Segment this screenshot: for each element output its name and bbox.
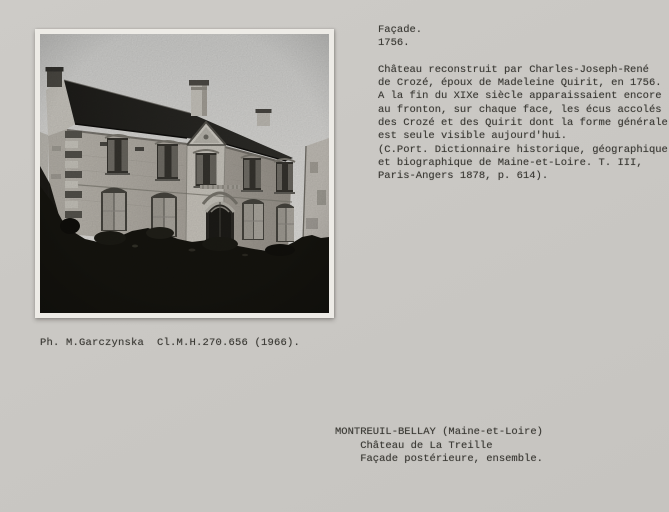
annotation-line: (C.Port. Dictionnaire historique, géographique	[378, 143, 668, 156]
location-line: MONTREUIL-BELLAY (Maine-et-Loire)	[335, 426, 543, 438]
view-line: Façade postérieure, ensemble.	[335, 453, 543, 465]
annotation-line: Façade.	[378, 24, 423, 36]
annotation-line: au fronton, sur chaque face, les écus accolés	[378, 103, 662, 116]
annotation-line: A la fin du XIXe siècle apparaissaient encore	[378, 90, 662, 103]
annotation-line: Paris-Angers 1878, p. 614).	[378, 170, 549, 183]
annotation-line: 1756.	[378, 37, 410, 50]
annotation-line: Château reconstruit par Charles-Joseph-René	[378, 63, 649, 76]
monument-line: Château de La Treille	[335, 439, 493, 452]
chateau-photo-illustration	[40, 34, 329, 313]
annotation-line: des Crozé et des Quirit dont la forme générale	[378, 117, 668, 130]
identification-block	[335, 426, 543, 467]
annotation-block	[378, 24, 668, 184]
annotation-line	[378, 51, 668, 64]
annotation-line: est seule visible aujourd'hui.	[378, 130, 568, 143]
annotation-line: et biographique de Maine-et-Loire. T. III,	[378, 156, 643, 169]
photo-credit: Ph. M.Garczynska Cl.M.H.270.656 (1966).	[40, 337, 301, 349]
chateau-photo	[35, 29, 334, 318]
annotation-line: de Crozé, époux de Madeleine Quirit, en 1756.	[378, 77, 662, 90]
